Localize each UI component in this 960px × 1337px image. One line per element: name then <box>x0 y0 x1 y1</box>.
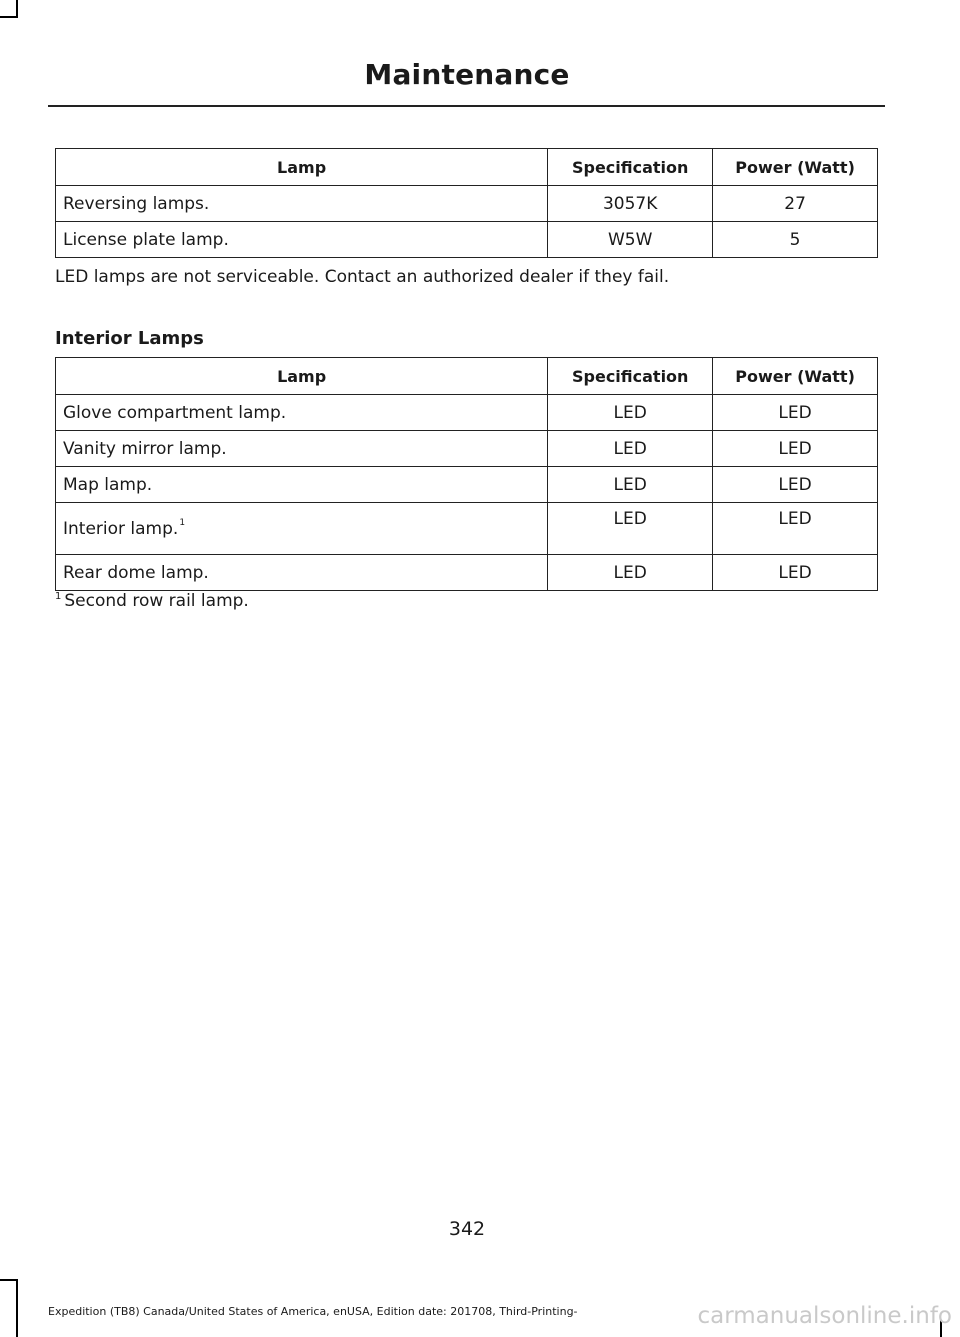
power-cell: LED <box>713 431 878 467</box>
lamp-cell: Vanity mirror lamp. <box>56 431 548 467</box>
column-header-power: Power (Watt) <box>713 358 878 395</box>
table-row <box>56 395 878 431</box>
watermark: carmanualsonline.info <box>697 1303 952 1329</box>
interior-lamp-table <box>55 357 878 591</box>
table-row <box>56 222 878 258</box>
crop-mark <box>16 1279 18 1337</box>
footnote-reference: 1 <box>179 518 186 528</box>
power-cell: LED <box>713 395 878 431</box>
lamp-cell: Reversing lamps. <box>56 186 548 222</box>
power-cell: LED <box>713 555 878 591</box>
page-number: 342 <box>448 1218 486 1240</box>
section-heading: Interior Lamps <box>55 328 204 349</box>
spec-cell: LED <box>548 395 713 431</box>
column-header-lamp: Lamp <box>56 358 548 395</box>
spec-cell: LED <box>548 431 713 467</box>
table-row <box>56 431 878 467</box>
power-cell: LED <box>713 467 878 503</box>
column-header-lamp: Lamp <box>56 149 548 186</box>
power-cell: 27 <box>713 186 878 222</box>
column-header-specification: Specification <box>548 149 713 186</box>
exterior-lamp-table <box>55 148 878 258</box>
lamp-cell <box>56 503 548 555</box>
page-title: Maintenance <box>364 58 570 91</box>
footnote-marker: 1 <box>55 591 62 602</box>
power-cell: 5 <box>713 222 878 258</box>
spec-cell: 3057K <box>548 186 713 222</box>
crop-mark <box>0 16 18 18</box>
edition-line: Expedition (TB8) Canada/United States of America, enUSA, Edition date: 201708, Third-Printing- <box>48 1305 578 1318</box>
service-note: LED lamps are not serviceable. Contact an authorized dealer if they fail. <box>55 267 670 287</box>
crop-mark <box>0 1279 18 1281</box>
table-row <box>56 555 878 591</box>
table-row <box>56 467 878 503</box>
table-header-row <box>56 358 878 395</box>
lamp-cell: Rear dome lamp. <box>56 555 548 591</box>
footnote-text: Second row rail lamp. <box>64 591 249 611</box>
lamp-cell: License plate lamp. <box>56 222 548 258</box>
lamp-label: Interior lamp. <box>63 519 179 539</box>
footnote <box>55 591 249 611</box>
spec-cell: LED <box>548 503 713 555</box>
spec-cell: W5W <box>548 222 713 258</box>
column-header-specification: Specification <box>548 358 713 395</box>
table-row <box>56 186 878 222</box>
column-header-power: Power (Watt) <box>713 149 878 186</box>
table-row <box>56 503 878 555</box>
lamp-cell: Glove compartment lamp. <box>56 395 548 431</box>
spec-cell: LED <box>548 467 713 503</box>
title-divider <box>48 105 885 107</box>
spec-cell: LED <box>548 555 713 591</box>
lamp-cell: Map lamp. <box>56 467 548 503</box>
power-cell: LED <box>713 503 878 555</box>
table-header-row <box>56 149 878 186</box>
